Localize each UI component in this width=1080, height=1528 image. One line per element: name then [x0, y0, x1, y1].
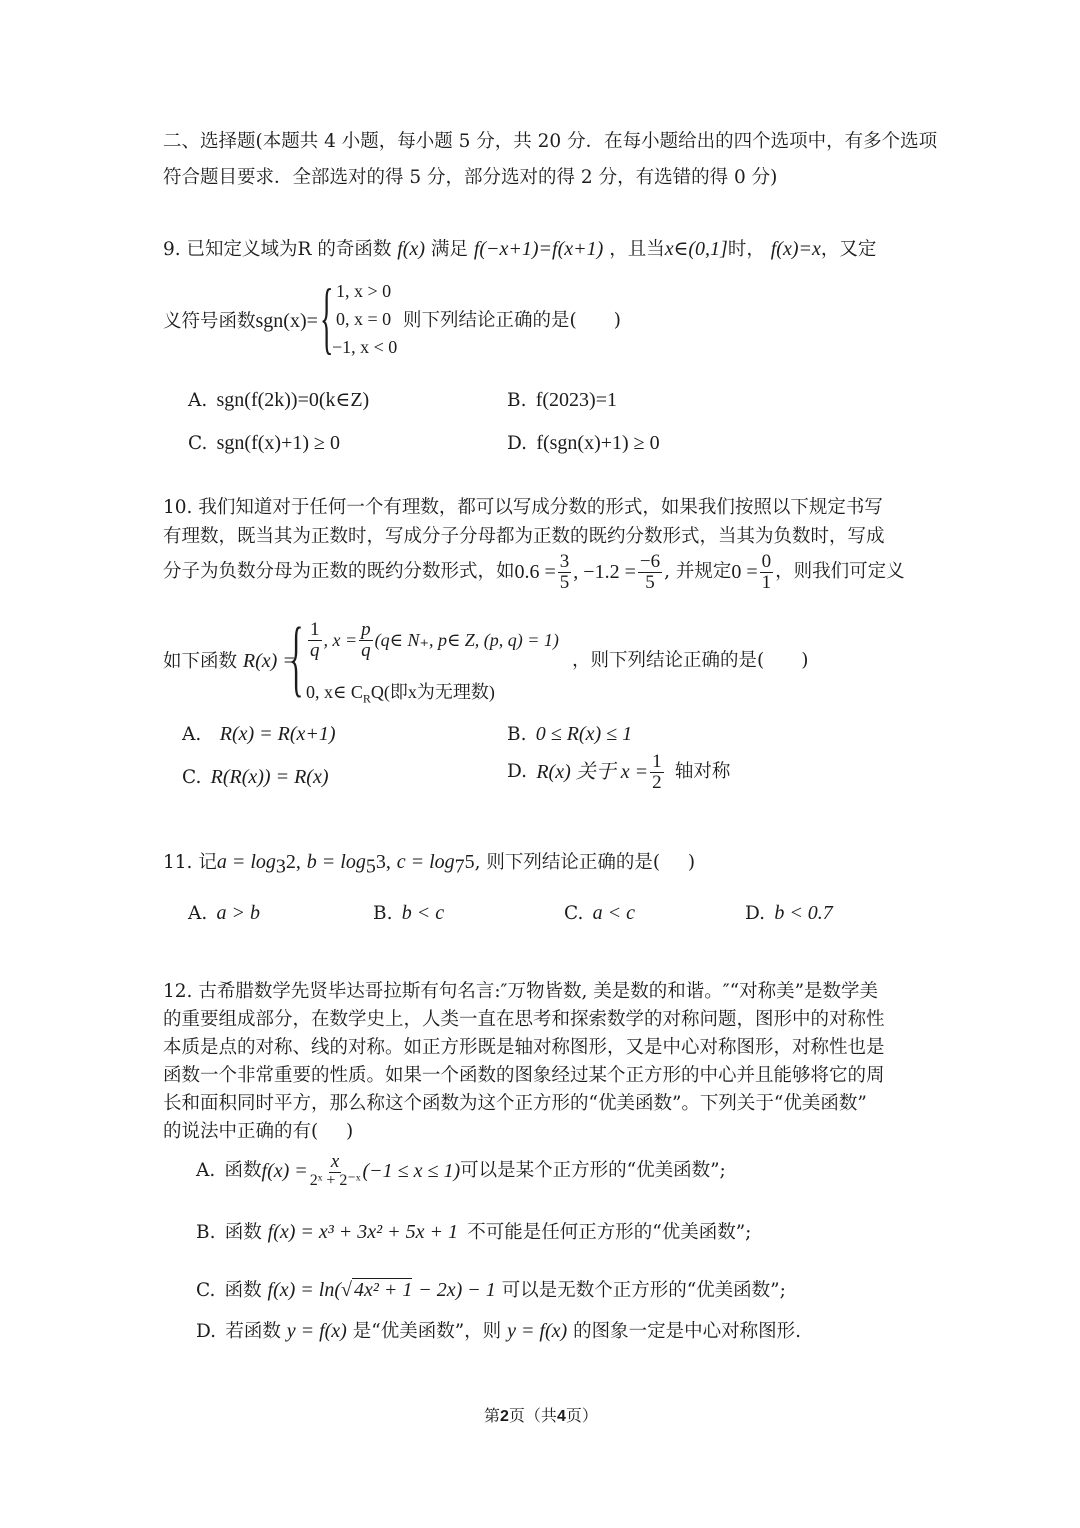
option-math: − 2x) − 1	[418, 1279, 496, 1301]
q10-math: , x =	[323, 629, 358, 650]
q9-math: x∈(0,1]	[664, 238, 728, 260]
q11-option-d[interactable]	[745, 900, 833, 927]
q9-def-suffix	[403, 308, 621, 334]
q12-paren: )	[345, 1121, 354, 1142]
q10-text: , 并规定	[664, 561, 732, 583]
sqrt-sign: √	[341, 1279, 352, 1301]
q9-option-a[interactable]	[188, 387, 369, 414]
q10-rx: R(x) =	[242, 650, 296, 672]
q10-def-prefix	[163, 648, 296, 675]
q10-text: ，则下列结论正确的是(	[572, 650, 765, 671]
q12-line5: 长和面积同时平方，那么称这个函数为这个正方形的“优美函数”。下列关于“优美函数”	[163, 1093, 867, 1114]
q10-option-c[interactable]	[182, 764, 329, 791]
q11-math: 2,	[285, 851, 301, 873]
option-label: C.	[564, 903, 584, 924]
section-instructions-line1: 二、选择题(本题共 4 小题，每小题 5 分，共 20 分．在每小题给出的四个选项中，有多个选项	[163, 131, 938, 152]
q10-line3	[163, 552, 905, 593]
q11-math: a = log	[216, 851, 276, 873]
option-text: 不可能是任何正方形的“优美函数”;	[467, 1222, 752, 1243]
q10-frac-0-1: $\frac{0}{1}$	[761, 551, 772, 593]
option-text: b < 0.7	[774, 902, 833, 924]
q9-text: 则下列结论正确的是(	[403, 310, 577, 331]
option-label: B.	[373, 903, 393, 924]
q10-text: 如下函数	[163, 651, 238, 672]
q11-number: 11.	[163, 852, 193, 873]
q10-def-suffix	[572, 648, 808, 674]
option-text: 是“优美函数”，则	[352, 1321, 502, 1342]
q12-line2: 的重要组成部分，在数学史上，人类一直在思考和探索数学的对称问题，图形中的对称性	[163, 1009, 885, 1030]
q9-math: f(−x+1)=f(x+1)	[473, 238, 604, 260]
q10-math: 0.6 =	[514, 561, 556, 584]
option-label: D.	[507, 761, 528, 783]
q9-text: ，且当	[609, 239, 665, 260]
option-label: D.	[745, 903, 766, 924]
q10-text: 我们知道对于任何一个有理数，都可以写成分数的形式，如果我们按照以下规定书写	[198, 497, 883, 518]
q11-stem	[163, 849, 695, 880]
option-text: 函数	[224, 1159, 262, 1181]
q10-frac-p-q: $\frac{p}{q}$	[361, 619, 371, 661]
option-label: C.	[182, 767, 202, 788]
page-footer	[484, 1403, 598, 1426]
q10-frac-3-5: $\frac{3}{5}$	[559, 551, 570, 593]
q9-text: 时，	[727, 239, 765, 260]
option-math: f(x) = ln(	[267, 1279, 342, 1301]
q12-frac: $\frac{x}{\text{2ˣ + 2⁻ˣ}}$	[309, 1151, 361, 1189]
option-label: C.	[188, 433, 208, 454]
q11-math: 3	[275, 855, 286, 878]
q12-text: 的说法中正确的有(	[163, 1121, 319, 1142]
q10-frac-1-q: $\frac{1}{q}$	[310, 619, 320, 661]
q9-option-c[interactable]	[188, 430, 340, 457]
q10-math: 0, x∈ C	[306, 682, 363, 702]
q9-case2: 0, x = 0	[336, 309, 392, 329]
q11-option-c[interactable]	[564, 900, 635, 927]
q12-line1	[163, 979, 878, 1005]
q11-math: 3,	[375, 851, 391, 873]
option-text: 轴对称	[674, 761, 731, 783]
q9-brace: {	[320, 274, 334, 362]
option-text: sgn(f(2k))=0(k∈Z)	[216, 389, 370, 411]
q10-text: 分子为负数分母为正数的既约分数形式，如	[163, 561, 515, 583]
option-label: D.	[196, 1321, 217, 1342]
option-text: a < c	[592, 902, 636, 924]
option-text: sgn(f(x)+1) ≥ 0	[216, 432, 340, 454]
q11-math: c = log	[396, 851, 455, 873]
page-total: 4	[556, 1408, 566, 1425]
option-label: B.	[507, 724, 527, 745]
option-text: b < c	[401, 902, 445, 924]
q9-stem-line1	[163, 236, 876, 263]
q9-text: ，又定	[820, 239, 877, 260]
q10-math: R	[362, 691, 371, 706]
option-text: 0 ≤ R(x) ≤ 1	[535, 723, 633, 745]
option-label: B.	[196, 1222, 216, 1243]
q10-math: (q∈ N₊, p∈ Z, (p, q) = 1)	[374, 629, 559, 650]
q11-math: b = log	[306, 851, 366, 873]
q10-option-d[interactable]	[507, 752, 730, 793]
option-text: 可以是无数个正方形的“优美函数”;	[501, 1280, 786, 1301]
option-math: f(x) = x³ + 3x² + 5x + 1	[267, 1221, 459, 1243]
q9-text: 满足	[430, 239, 468, 260]
q10-case1	[306, 620, 559, 661]
q9-case1: 1, x > 0	[336, 281, 392, 301]
q10-text: ，则我们可定义	[775, 561, 905, 583]
q10-case2	[306, 678, 495, 707]
option-text: f(2023)=1	[535, 389, 617, 411]
q10-line2: 有理数，既当其为正数时，写成分子分母都为正数的既约分数形式，当其为负数时，写成	[163, 526, 885, 547]
option-math: y = f(x)	[507, 1320, 568, 1342]
option-math: y = f(x)	[286, 1320, 347, 1342]
option-text: R(x) = R(x+1)	[219, 723, 336, 745]
section-instructions-line2: 符合题目要求．全部选对的得 5 分，部分选对的得 2 分，有选错的得 0 分)	[163, 167, 778, 188]
q10-brace: {	[289, 609, 304, 705]
option-label: A.	[182, 724, 202, 745]
q11-text: , 则下列结论正确的是(	[474, 852, 661, 873]
q9-number: 9.	[163, 239, 181, 260]
q10-option-b[interactable]	[507, 721, 632, 748]
option-label: C.	[196, 1280, 216, 1301]
q12-option-a[interactable]	[196, 1152, 726, 1190]
option-label: D.	[507, 433, 528, 454]
option-text: 的图象一定是中心对称图形.	[573, 1321, 801, 1342]
footer-text: 第	[484, 1408, 501, 1425]
page-number: 2	[500, 1408, 509, 1425]
option-label: A.	[188, 903, 208, 924]
footer-text: 页（共	[508, 1408, 557, 1425]
q12-text: 古希腊数学先贤毕达哥拉斯有句名言:″万物皆数, 美是数的和谐。″“对称美”是数学美	[198, 981, 879, 1002]
option-text: 函数	[224, 1222, 262, 1243]
q11-math: 5	[365, 855, 376, 878]
option-text: 若函数	[225, 1321, 281, 1342]
q10-line1	[163, 495, 883, 521]
option-text: 函数	[224, 1280, 262, 1301]
q10-math: Q(即x为无理数)	[370, 682, 495, 702]
option-math: 4x² + 1	[354, 1279, 413, 1301]
q10-frac-neg6-5: $\frac{-6}{5}$	[639, 551, 661, 593]
q11-option-b[interactable]	[373, 900, 444, 927]
q12-option-c[interactable]	[196, 1277, 786, 1304]
q12-line6	[163, 1119, 353, 1145]
option-math: f(x) =	[261, 1159, 308, 1182]
option-label: A.	[196, 1159, 216, 1181]
option-text: f(sgn(x)+1) ≥ 0	[536, 432, 660, 454]
q11-math: 7	[454, 855, 465, 878]
q12-number: 12.	[163, 981, 193, 1002]
q10-number: 10.	[163, 497, 193, 518]
option-text: R(x) 关于 x =	[536, 761, 649, 784]
q9-sgn: sgn(x)=	[255, 310, 318, 332]
option-label: B.	[507, 390, 527, 411]
q12-line4: 函数一个非常重要的性质。如果一个函数的图象经过某个正方形的中心并且能够将它的周	[163, 1065, 885, 1086]
option-math: (−1 ≤ x ≤ 1)	[362, 1159, 461, 1182]
q11-paren: )	[687, 852, 696, 873]
option-text: 可以是某个正方形的“优美函数”;	[460, 1159, 726, 1181]
option-text: R(R(x)) = R(x)	[210, 766, 329, 788]
q10-math: , −1.2 =	[573, 561, 636, 584]
footer-text: 页）	[565, 1408, 598, 1425]
q9-math: f(x)=x	[770, 238, 821, 260]
q10-paren: )	[801, 650, 809, 671]
q9-paren: )	[613, 310, 621, 331]
q9-math: f(x)	[397, 238, 426, 260]
q11-text: 记	[198, 852, 217, 873]
q9-text: 已知定义域为R 的奇函数	[186, 239, 392, 260]
q12-option-d[interactable]	[196, 1318, 801, 1345]
option-label: A.	[188, 390, 208, 411]
q12-option-b[interactable]	[196, 1219, 751, 1246]
q9-option-d[interactable]	[507, 430, 660, 457]
q12-line3: 本质是点的对称、线的对称。如正方形既是轴对称图形，又是中心对称图形，对称性也是	[163, 1037, 885, 1058]
q9-def-prefix	[163, 308, 318, 335]
q10-math: 0 =	[731, 561, 758, 584]
option-text: a > b	[216, 902, 260, 924]
q9-text: 义符号函数	[163, 311, 256, 332]
q11-option-a[interactable]	[188, 900, 260, 927]
q10-option-a[interactable]	[182, 721, 336, 748]
q11-math: 5	[464, 851, 475, 873]
q9-option-b[interactable]	[507, 387, 617, 414]
q10-frac-1-2: $\frac{1}{2}$	[652, 751, 662, 793]
q9-case3: −1, x < 0	[332, 337, 398, 357]
